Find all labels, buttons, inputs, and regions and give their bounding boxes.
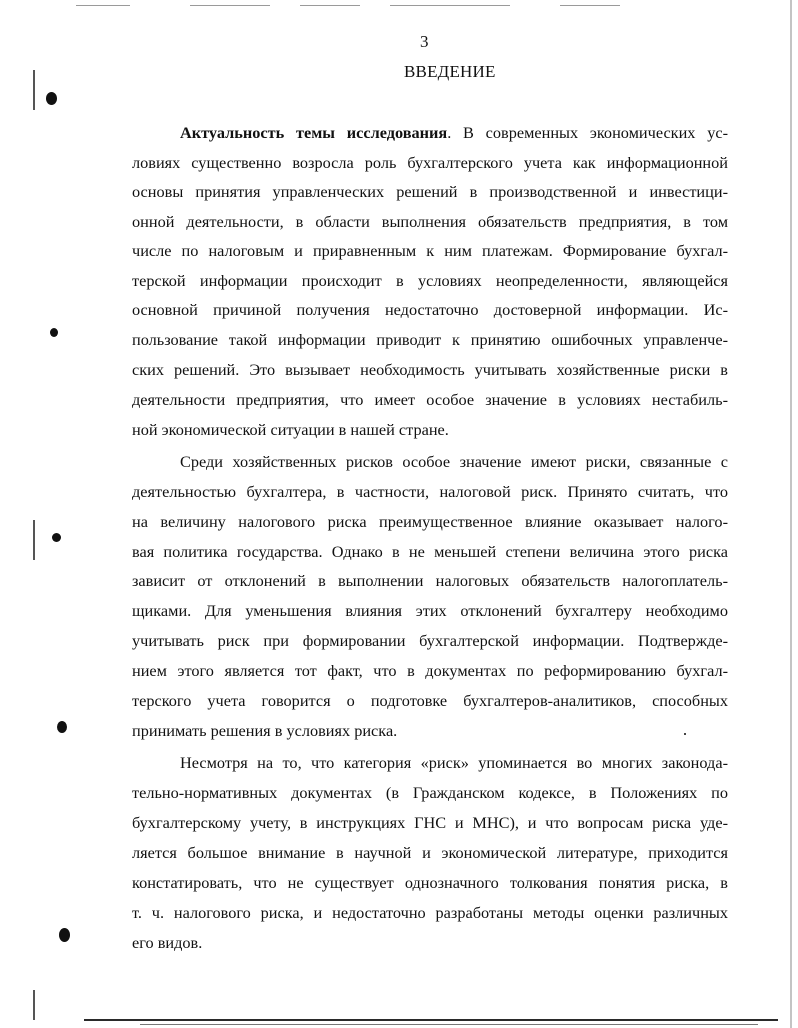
- text-line: тельно-нормативных документах (в Гражданском кодексе, в Положениях по: [132, 783, 728, 802]
- text-line: основной причиной получения недостаточно достоверной информации. Ис-: [132, 300, 728, 319]
- scan-line-top: [190, 5, 270, 6]
- scan-line-top: [76, 5, 130, 6]
- scan-edge-left: [33, 520, 35, 560]
- text-line: бухгалтерскому учету, в инструкциях ГНС и МНС), и что вопросам риска уде-: [132, 813, 728, 832]
- text-line: числе по налоговым и приравненным к ним платежам. Формирование бухгал-: [132, 241, 728, 260]
- scan-line-bottom: [84, 1019, 778, 1021]
- text-line: т. ч. налогового риска, и недостаточно разработаны методы оценки различных: [132, 903, 728, 922]
- text-line: деятельностью бухгалтера, в частности, налоговой риск. Принято считать, что: [132, 482, 728, 501]
- scan-line-top: [560, 5, 620, 6]
- text-line: онной деятельности, в области выполнения обязательств предприятия, в том: [132, 212, 728, 231]
- scan-line-bottom: [140, 1024, 758, 1025]
- binder-hole: [59, 928, 70, 942]
- text-line: зависит от отклонений в выполнении налоговых обязательств налогоплатель-: [132, 571, 728, 590]
- bold-lead: Актуальность темы исследования: [180, 123, 448, 142]
- text-line: Несмотря на то, что категория «риск» упоминается во многих законода-: [180, 753, 728, 772]
- text-line: терской информации происходит в условиях неопределенности, являющейся: [132, 271, 728, 290]
- text-line: ной экономической ситуации в нашей стране.: [132, 420, 449, 439]
- scan-edge-right: [790, 0, 792, 1028]
- binder-hole: [50, 328, 58, 337]
- scan-edge-left: [33, 70, 35, 110]
- text-line: пользование такой информации приводит к принятию ошибочных управленче-: [132, 330, 728, 349]
- text-line: щиками. Для уменьшения влияния этих отклонений бухгалтеру необходимо: [132, 601, 728, 620]
- text-line: ловиях существенно возросла роль бухгалтерского учета как информационной: [132, 153, 728, 172]
- scan-line-top: [300, 5, 360, 6]
- scan-line-top: [390, 5, 510, 6]
- binder-hole: [46, 92, 57, 105]
- scan-edge-left: [33, 990, 35, 1020]
- text-line: нием этого является тот факт, что в документах по реформированию бухгал-: [132, 661, 728, 680]
- binder-hole: [52, 533, 61, 542]
- text-line: терского учета говорится о подготовке бухгалтеров-аналитиков, способных: [132, 691, 728, 710]
- text-line: принимать решения в условиях риска.: [132, 721, 398, 740]
- text-line: деятельности предприятия, что имеет особое значение в условиях нестабиль-: [132, 390, 728, 409]
- text-line: на величину налогового риска преимущественное влияние оказывает налого-: [132, 512, 728, 531]
- binder-hole: [57, 721, 67, 733]
- text-line: констатировать, что не существует однозначного толкования понятия риска, в: [132, 873, 728, 892]
- text-line: вая политика государства. Однако в не меньшей степени величина этого риска: [132, 542, 728, 561]
- text-line: ляется большое внимание в научной и экономической литературе, приходится: [132, 843, 728, 862]
- text-line: основы принятия управленческих решений в производственной и инвестици-: [132, 182, 728, 201]
- text-line: Среди хозяйственных рисков особое значение имеют риски, связанные с: [180, 452, 728, 471]
- page-number: 3: [420, 32, 429, 51]
- section-title: ВВЕДЕНИЕ: [404, 62, 496, 81]
- text-line: учитывать риск при формировании бухгалтерской информации. Подтвержде-: [132, 631, 728, 650]
- text-line: ских решений. Это вызывает необходимость учитывать хозяйственные риски в: [132, 360, 728, 379]
- text-line: Актуальность темы исследования. В современных экономических ус-: [180, 123, 728, 142]
- text-line: его видов.: [132, 933, 203, 952]
